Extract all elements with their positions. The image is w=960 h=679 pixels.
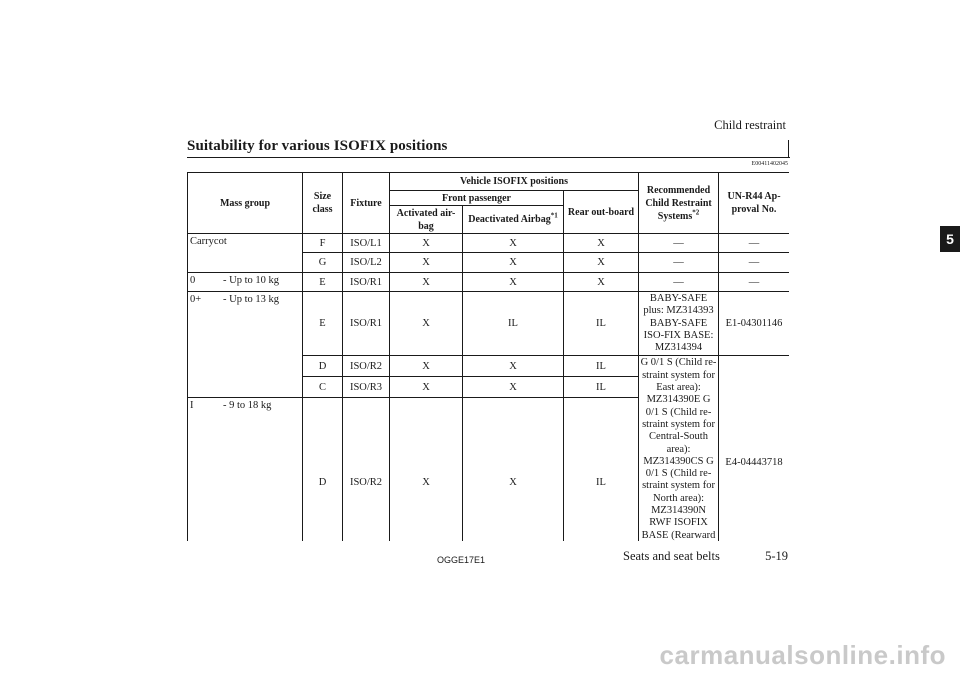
section-title: Suitability for various ISOFIX positions xyxy=(187,138,448,154)
mass-group-label: Carrycot xyxy=(190,236,227,247)
header-front-passenger: Front passenger xyxy=(390,191,564,206)
cell-activated: X xyxy=(390,253,463,273)
mass-group-number: 0 xyxy=(190,275,196,286)
cell-deactivated: X xyxy=(463,273,564,292)
header-size-class: Size class xyxy=(303,173,343,234)
mass-group-1 xyxy=(188,398,303,541)
footer-doc-code: OGGE17E1 xyxy=(437,555,486,565)
cell-recommended: — xyxy=(639,273,719,292)
mass-group-carrycot xyxy=(188,234,303,273)
cell-recommended-shared: G 0/1 S (Child re-straint system for East area): MZ314390E G 0/1 S (Child re-straint system for Central-South area): MZ314390CS G 0/1 S (Child re-straint system for North area): MZ314390N RWF ISOFIX BASE (Rearward xyxy=(639,356,719,541)
mass-group-number: I xyxy=(190,400,194,412)
table-row xyxy=(188,234,790,253)
note-ref-1: *1 xyxy=(550,211,558,220)
cell-fixture: ISO/R1 xyxy=(343,292,390,356)
cell-rear: X xyxy=(564,234,639,253)
cell-fixture: ISO/R2 xyxy=(343,398,390,541)
cell-approval: — xyxy=(719,273,789,292)
running-head: Child restraint xyxy=(714,118,786,132)
cell-rear: IL xyxy=(564,356,639,376)
mass-group-range: - 9 to 18 kg xyxy=(223,400,272,412)
footer-page-number: 5-19 xyxy=(765,549,788,563)
title-rule xyxy=(187,157,790,158)
cell-recommended: — xyxy=(639,234,719,253)
cell-size: C xyxy=(303,376,343,397)
cell-size: D xyxy=(303,356,343,376)
mass-group-0 xyxy=(188,273,303,292)
isofix-table-wrapper xyxy=(187,172,789,541)
cell-approval: — xyxy=(719,234,789,253)
title-tick xyxy=(788,140,789,157)
mass-group-0-plus xyxy=(188,292,303,398)
cell-fixture: ISO/L1 xyxy=(343,234,390,253)
header-fixture: Fixture xyxy=(343,173,390,234)
table-row xyxy=(188,273,790,292)
cell-activated: X xyxy=(390,273,463,292)
cell-fixture: ISO/R2 xyxy=(343,356,390,376)
header-deactivated-airbag xyxy=(463,206,564,234)
mass-group-range: - Up to 10 kg xyxy=(223,275,279,286)
watermark: carmanualsonline.info xyxy=(659,640,946,670)
cell-fixture: ISO/R3 xyxy=(343,376,390,397)
header-deactivated-text: Deactivated Airbag xyxy=(468,214,551,225)
header-recommended-text: Recommended Child Restraint Systems xyxy=(645,184,712,222)
cell-deactivated: X xyxy=(463,376,564,397)
header-vehicle-isofix-positions: Vehicle ISOFIX positions xyxy=(390,173,639,191)
cell-rear: X xyxy=(564,273,639,292)
footer-section-name: Seats and seat belts xyxy=(623,549,720,563)
cell-activated: X xyxy=(390,234,463,253)
cell-deactivated: X xyxy=(463,356,564,376)
mass-group-range: - Up to 13 kg xyxy=(223,294,279,305)
cell-recommended: BABY-SAFE plus: MZ314393 BABY-SAFE ISO-FIX BASE: MZ314394 xyxy=(639,292,719,356)
mass-group-number: 0+ xyxy=(190,294,202,305)
cell-fixture: ISO/L2 xyxy=(343,253,390,273)
cell-size: F xyxy=(303,234,343,253)
cell-size: G xyxy=(303,253,343,273)
header-rear-outboard: Rear out-board xyxy=(564,191,639,234)
cell-recommended: — xyxy=(639,253,719,273)
cell-rear: IL xyxy=(564,398,639,541)
cell-deactivated: X xyxy=(463,234,564,253)
cell-approval: — xyxy=(719,253,789,273)
isofix-suitability-table xyxy=(187,172,789,541)
note-ref-2: *2 xyxy=(692,208,700,217)
cell-rear: IL xyxy=(564,292,639,356)
doc-code: E00411402045 xyxy=(751,161,788,167)
cell-activated: X xyxy=(390,376,463,397)
cell-approval-shared: E4-04443718 xyxy=(719,356,789,541)
cell-activated: X xyxy=(390,398,463,541)
cell-rear: X xyxy=(564,253,639,273)
header-activated-airbag: Activated air-bag xyxy=(390,206,463,234)
header-mass-group: Mass group xyxy=(188,173,303,234)
cell-size: E xyxy=(303,273,343,292)
cell-activated: X xyxy=(390,356,463,376)
table-row xyxy=(188,292,790,356)
cell-rear: IL xyxy=(564,376,639,397)
cell-deactivated: X xyxy=(463,398,564,541)
cell-size: E xyxy=(303,292,343,356)
cell-size: D xyxy=(303,398,343,541)
cell-approval: E1-04301146 xyxy=(719,292,789,356)
chapter-tab: 5 xyxy=(940,226,960,252)
cell-deactivated: IL xyxy=(463,292,564,356)
cell-activated: X xyxy=(390,292,463,356)
header-approval-no: UN-R44 Ap-proval No. xyxy=(719,173,789,234)
cell-deactivated: X xyxy=(463,253,564,273)
header-recommended-crs xyxy=(639,173,719,234)
cell-fixture: ISO/R1 xyxy=(343,273,390,292)
